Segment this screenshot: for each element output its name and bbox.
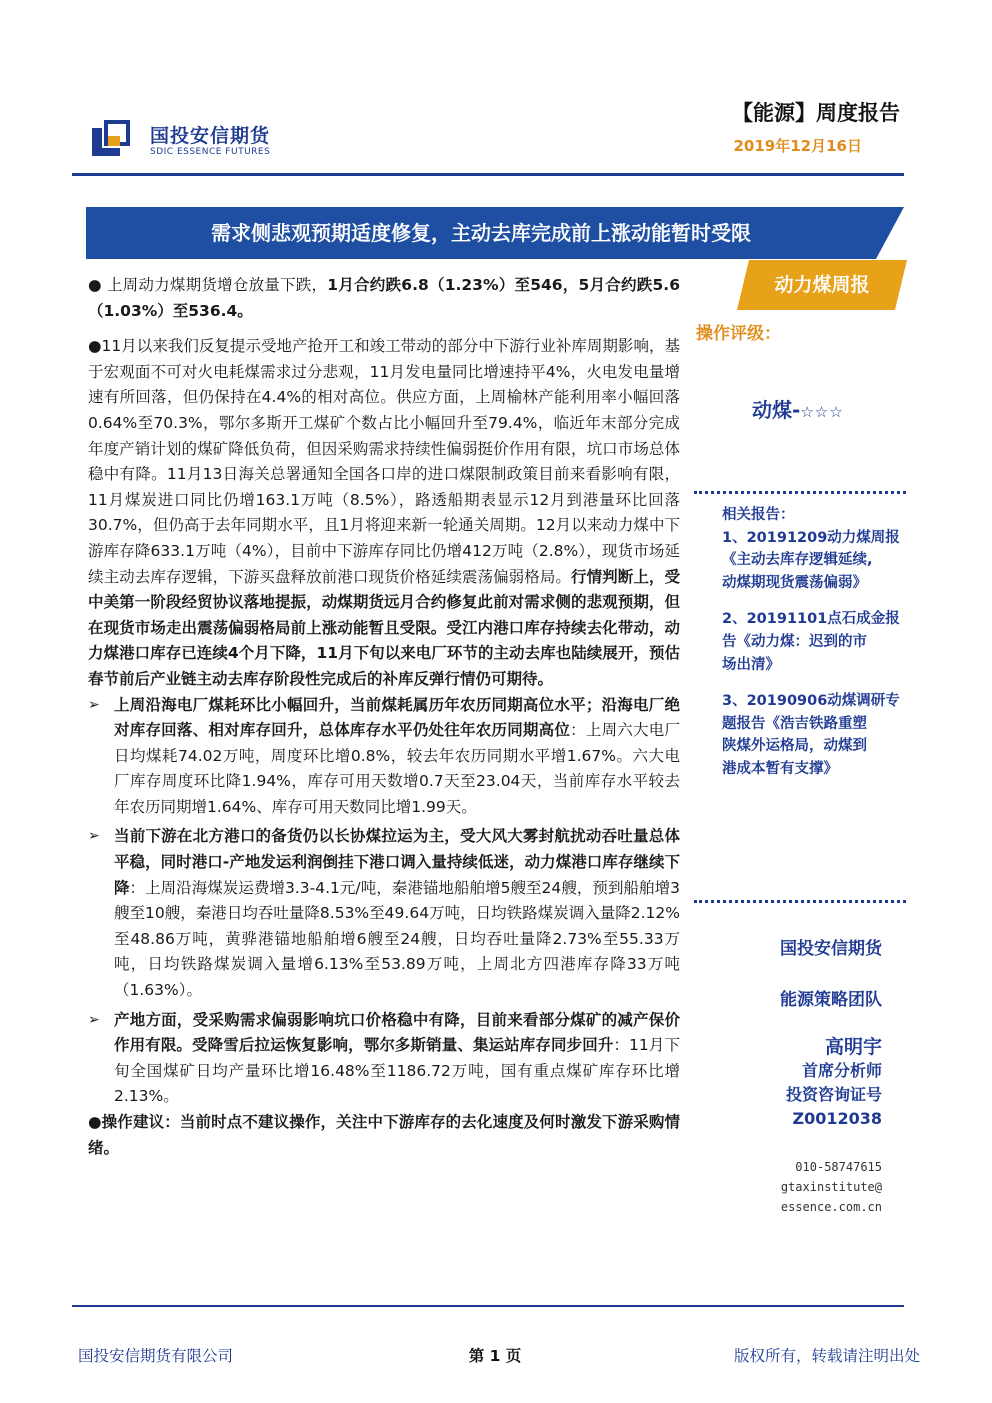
point-production	[88, 1008, 680, 1110]
sidebar-divider	[694, 900, 906, 903]
cert-label: 投资咨询证号	[785, 1085, 882, 1104]
point-production-text: ：11月下旬全国煤矿日均产量环比增16.48%至1186.72万吨，国有重点煤矿库存环比增2.13%。	[114, 1036, 680, 1106]
analyst-name: 高明宇	[824, 1036, 882, 1058]
report-title: 需求侧悲观预期适度修复，主动去库完成前上涨动能暂时受限	[211, 221, 751, 245]
analysis-paragraph	[88, 334, 680, 692]
footer-company: 国投安信期货有限公司	[78, 1347, 234, 1365]
related-report-2: 告《动力煤：迟到的市	[722, 633, 867, 650]
point-ports-text: ：上周沿海煤炭运费增3.3-4.1元/吨，秦港锚地船舶增5艘至24艘，预到船舶增3艘至10艘，秦港日均吞吐量降8.53%至49.64万吨，日均铁路煤炭调入量降2.12%至48.86万吨，黄骅港锚地船舶增6艘至24艘，日均吞吐量降2.73%至55.33万吨，日均铁路煤炭调入量增6.13%至53.89万吨，上周北方四港库存降33万吨（1.63%）。	[114, 878, 680, 1000]
bullet-icon: ●	[88, 1113, 102, 1131]
bullet-icon: ●	[88, 276, 102, 294]
footer-divider	[72, 1305, 904, 1307]
report-date: 2019年12月16日	[733, 137, 862, 155]
analysis-text: 11月以来我们反复提示受地产抢开工和竣工带动的部分中下游行业补库周期影响，基于宏观面不可对火电耗煤需求过分悲观，11月发电量同比增速持平4%，火电发电量增速有所回落，但仍保持在4.4%的相对高位。供应方面，上周榆林产能利用率小幅回落0.64%至70.3%，鄂尔多斯开工煤矿个数占比小幅回升至79.4%，临近年末部分完成年度产销计划的煤矿降低负荷，但因采购需求持续性偏弱挺价作用有限，坑口市场总体稳中有降。11月13日海关总署通知全国各口岸的进口煤限制政策目前来看影响有限，11月煤炭进口同比仍增163.1万吨（8.5%），路透船期表显示12月到港量环比回落30.7%，但仍高于去年同期水平，且1月将迎来新一轮通关周期。12月以来动力煤中下游库存降633.1万吨（4%），目前中下游库存同比仍增412万吨（2.8%），现货市场延续主动去库存逻辑，下游买盘释放前港口现货价格延续震荡偏弱格局。	[88, 337, 680, 586]
operation-advice	[88, 1110, 680, 1161]
related-report-3: 题报告《浩吉铁路重塑	[722, 715, 867, 732]
company-logo-mark	[92, 118, 138, 156]
analyst-title: 首席分析师	[801, 1061, 882, 1080]
summary-bold: 1月合约跌6.8（1.23%）至546，5月合约跌5.6（1.03%）至536.4。	[88, 276, 680, 320]
sidebar-team: 能源策略团队	[780, 990, 882, 1010]
phone-number: 010-58747615	[795, 1160, 882, 1174]
report-tab-label: 动力煤周报	[774, 274, 870, 296]
related-report-2: 场出清》	[722, 656, 780, 673]
rating-name: 动煤-	[752, 398, 801, 422]
related-report-1: 《主动去库存逻辑延续,	[722, 552, 873, 569]
rating-value	[752, 394, 844, 423]
operation-advice-text: 操作建议：当前时点不建议操作，关注中下游库存的去化速度及何时激发下游采购情绪。	[88, 1113, 680, 1157]
header-divider	[72, 173, 904, 176]
analysis-judgement: 行情判断上，受中美第一阶段经贸协议落地提振，动煤期货远月合约修复此前对需求侧的悲观预期，但在现货市场走出震荡偏弱格局前上涨动能暂且受限。受江内港口库存持续去化带动，动力煤港口库存已连续4个月下降，11月下旬以来电厂环节的主动去库也陆续展开，预估春节前后产业链主动去库存阶段性完成后的补库反弹行情仍可期待。	[88, 567, 680, 688]
bullet-icon: ●	[88, 337, 102, 356]
cert-number: Z0012038	[792, 1109, 882, 1128]
related-report-1: 动煤期现货震荡偏弱》	[722, 574, 867, 591]
related-report-3: 陕煤外运格局，动煤到	[722, 738, 867, 755]
arrow-bullet-icon: ➢	[88, 1011, 100, 1028]
related-report-3: 3、20190906动煤调研专	[722, 693, 900, 710]
page-number: 第 1 页	[468, 1347, 522, 1365]
point-ports-bold: 当前下游在北方港口的备货仍以长协煤拉运为主，受大风大雾封航扰动吞吐量总体平稳，同时港口-产地发运利润倒挂下港口调入量持续低迷，动力煤港口库存继续下降	[114, 827, 680, 897]
point-ports	[88, 824, 680, 1003]
rating-stars-icon: ☆☆☆	[800, 403, 844, 421]
related-report-3: 港成本暂有支撑》	[722, 760, 838, 777]
rating-label: 操作评级：	[696, 324, 781, 344]
point-production-bold: 产地方面，受采购需求偏弱影响坑口价格稳中有降，目前来看部分煤矿的减产保价作用有限。受降雪后拉运恢复影响，鄂尔多斯销量、集运站库存同步回升	[114, 1010, 680, 1055]
company-name-en: SDIC ESSENCE FUTURES	[150, 147, 271, 157]
arrow-bullet-icon: ➢	[88, 828, 100, 845]
arrow-bullet-icon: ➢	[88, 696, 100, 713]
email-line-2: essence.com.cn	[780, 1200, 882, 1214]
related-reports-title: 相关报告：	[722, 507, 795, 523]
point-power-plants-bold: 上周沿海电厂煤耗环比小幅回升，当前煤耗属历年农历同期高位水平；沿海电厂绝对库存回落、相对库存回升，总体库存水平仍处往年农历同期高位	[114, 695, 680, 740]
sidebar-company: 国投安信期货	[780, 939, 882, 959]
related-reports	[722, 504, 922, 781]
email-line-1: gtaxinstitute@	[780, 1180, 882, 1194]
footer-copyright: 版权所有，转载请注明出处	[733, 1347, 920, 1365]
related-report-1: 1、20191209动力煤周报	[722, 529, 900, 546]
point-power-plants-text: ：上周六大电厂日均煤耗74.02万吨，周度环比增0.8%，较去年农历同期水平增1.67%。六大电厂库存周度环比降1.94%，库存可用天数增0.7天至23.04天，当前库存水平较去年农历同期增1.64%、库存可用天数同比增1.99天。	[114, 721, 680, 816]
analyst-contact	[686, 1157, 882, 1217]
report-type: 【能源】周度报告	[732, 101, 900, 125]
main-content	[88, 273, 680, 1161]
related-report-2: 2、20191101点石成金报	[722, 611, 900, 628]
summary-paragraph	[88, 273, 680, 324]
point-power-plants	[88, 693, 680, 821]
analyst-credentials	[686, 1059, 882, 1131]
sidebar-divider	[694, 491, 906, 494]
summary-lead: 上周动力煤期货增仓放量下跌，	[101, 276, 328, 294]
company-name-cn: 国投安信期货	[150, 125, 271, 147]
